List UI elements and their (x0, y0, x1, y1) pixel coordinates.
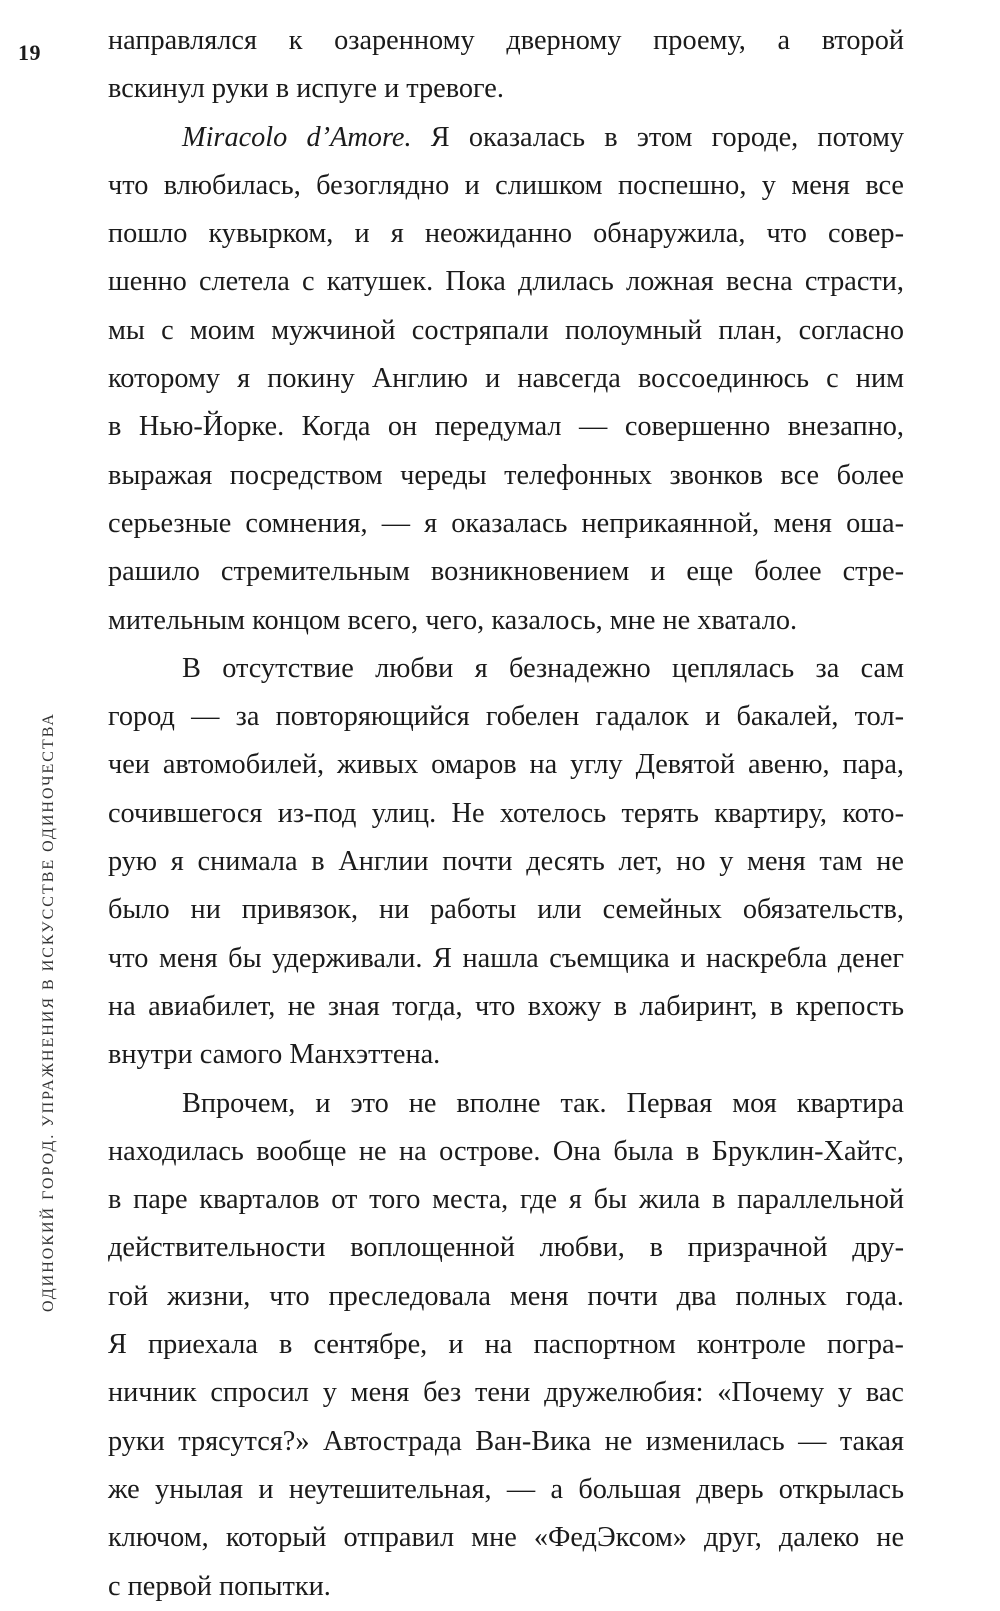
body-text (108, 17, 904, 1611)
text-line: действительности воплощенной любви, в призрачной дру- (108, 1232, 904, 1264)
text-line: чеи автомобилей, живых омаров на углу Девятой авеню, пара, (108, 749, 904, 781)
text-line: выражая посредством череды телефонных звонков все более (108, 459, 904, 491)
text-line: серьезные сомнения, — я оказалась неприкаянной, меня оша- (108, 507, 904, 539)
text-line: вскинул руки в испуге и тревоге. (108, 73, 504, 105)
text-line: пошло кувырком, и я неожиданно обнаружила, что совер- (108, 218, 904, 250)
text-line: руки трясутся?» Автострада Ван-Вика не изменилась — такая (108, 1425, 904, 1457)
text-line: с первой попытки. (108, 1570, 331, 1602)
text-line: мительным концом всего, чего, казалось, мне не хватало. (108, 604, 798, 636)
text-line: гой жизни, что преследовала меня почти два полных года. (108, 1280, 904, 1312)
text-line: что влюбилась, безоглядно и слишком поспешно, у меня все (108, 169, 904, 201)
text-line: рую я снимала в Англии почти десять лет, но у меня там не (108, 846, 904, 878)
text-line (108, 114, 904, 162)
text-line: на авиабилет, не зная тогда, что вхожу в лабиринт, в крепость (108, 990, 904, 1022)
text-line: В отсутствие любви я безнадежно цеплялась за сам (182, 652, 904, 684)
text-line: направлялся к озаренному дверному проему, а второй (108, 25, 904, 56)
text-line: находилась вообще не на острове. Она была в Бруклин-Хайтс, (108, 1135, 904, 1167)
text-line: было ни привязок, ни работы или семейных обязательств, (108, 894, 904, 926)
text-line: город — за повторяющийся гобелен гадалок и бакалей, тол- (108, 701, 904, 733)
text-line: в паре кварталов от того места, где я бы жила в параллельной (108, 1184, 904, 1216)
page-number: 19 (18, 40, 41, 65)
running-head: ОДИНОКИЙ ГОРОД. УПРАЖНЕНИЯ В ИСКУССТВЕ ОДИНОЧЕСТВА (40, 712, 57, 1312)
text-line: которому я покину Англию и навсегда воссоединюсь с ним (108, 363, 904, 395)
text-line: ничник спросил у меня без тени дружелюбия: «Почему у вас (108, 1377, 904, 1409)
text-line: сочившегося из-под улиц. Не хотелось терять квартиру, кото- (108, 797, 904, 829)
text-line: ключом, который отправил мне «ФедЭксом» друг, далеко не (108, 1522, 904, 1554)
italic-phrase: Miracolo d’Amore. (182, 121, 412, 153)
text-line: что меня бы удерживали. Я нашла съемщика и наскребла денег (108, 942, 904, 974)
text-line: рашило стремительным возникновением и еще более стре- (108, 556, 904, 588)
line-text: Я оказалась в этом городе, потому (411, 121, 904, 153)
text-line: мы с моим мужчиной состряпали полоумный план, согласно (108, 314, 904, 346)
text-line: Впрочем, и это не вполне так. Первая моя квартира (182, 1087, 904, 1119)
text-line: в Нью-Йорке. Когда он передумал — совершенно внезапно, (108, 411, 904, 443)
text-line: шенно слетела с катушек. Пока длилась ложная весна страсти, (108, 266, 904, 298)
text-line: же унылая и неутешительная, — а большая дверь открылась (108, 1473, 904, 1505)
text-line: внутри самого Манхэттена. (108, 1039, 441, 1071)
text-line: Я приехала в сентябре, и на паспортном контроле погра- (108, 1329, 904, 1361)
